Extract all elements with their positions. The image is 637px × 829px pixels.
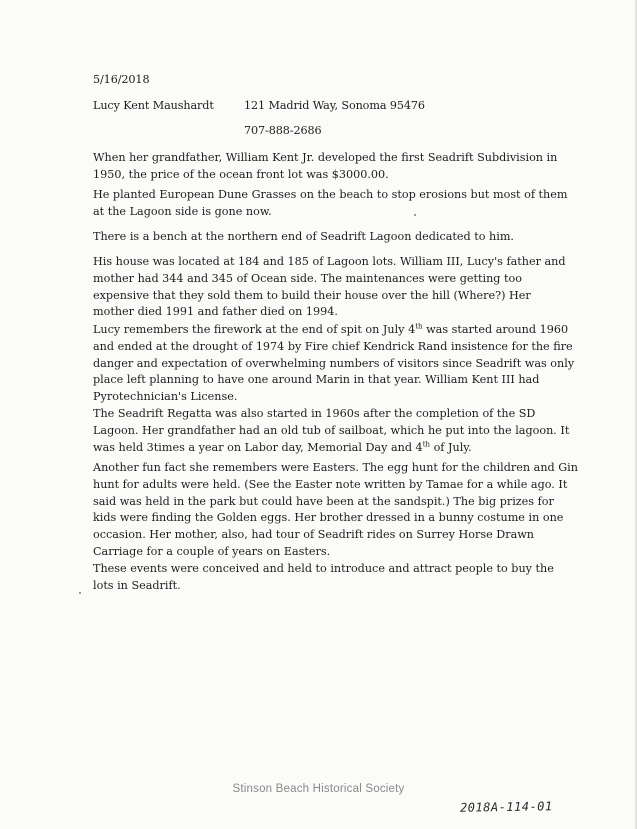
paragraph-4: His house was located at 184 and 185 of Lagoon lots. William III, Lucy's father and mother had 344 and 345 of Ocean side. The maintenances were getting too expensive that they sold them to build their house over the hill (Where?) Her mother died 1991 and father died on 1994. (93, 255, 566, 319)
paragraph-1: When her grandfather, William Kent Jr. developed the first Seadrift Subdivision in 1950, the price of the ocean front lot was $3000.00. (93, 151, 558, 181)
paragraph-2: He planted European Dune Grasses on the beach to stop erosions but most of them at the Lagoon side is gone now. (93, 188, 568, 218)
paragraph-5: Lucy remembers the firework at the end of spit on July 4th was started around 1960 and ended at the drought of 1974 by Fire chief Kendrick Rand insistence for the fire danger and expectation of overwhelming numbers of visitors since Seadrift was only place left planning to have one around Marin in that year. William Kent III had Pyrotechnician's License. (93, 322, 575, 404)
paragraph-3: There is a bench at the northern end of Seadrift Lagoon dedicated to him. (93, 230, 514, 243)
accession-number: 2018A-114-01 (459, 799, 553, 815)
interviewee-name: Lucy Kent Maushardt (93, 99, 214, 112)
scan-speck (414, 214, 416, 216)
paragraph-7: Another fun fact she remembers were Easters. The egg hunt for the children and Gin hunt for adults were held. (See the Easter note written by Tamae for a while ago. It said was held in the park but could have been at the sandspit.) The big prizes for kids were finding the Golden eggs. Her brother dressed in a bunny costume in one occasion. Her mother, also, had tour of Seadrift rides on Surrey Horse Drawn Carriage for a couple of years on Easters. (93, 461, 578, 558)
footer-organization: Stinson Beach Historical Society (232, 783, 405, 795)
scan-speck (79, 592, 81, 594)
interviewee-address: 121 Madrid Way, Sonoma 95476 (244, 99, 425, 112)
paragraph-6: The Seadrift Regatta was also started in 1960s after the completion of the SD Lagoon. Her grandfather had an old tub of sailboat, which he put into the lagoon. It was held 3times a year on Labor day, Memorial Day and 4th of July. (93, 407, 570, 454)
interviewee-phone: 707-888-2686 (244, 124, 322, 137)
paragraph-8: These events were conceived and held to introduce and attract people to buy the lots in Seadrift. (93, 562, 554, 592)
document-date: 5/16/2018 (93, 73, 150, 86)
